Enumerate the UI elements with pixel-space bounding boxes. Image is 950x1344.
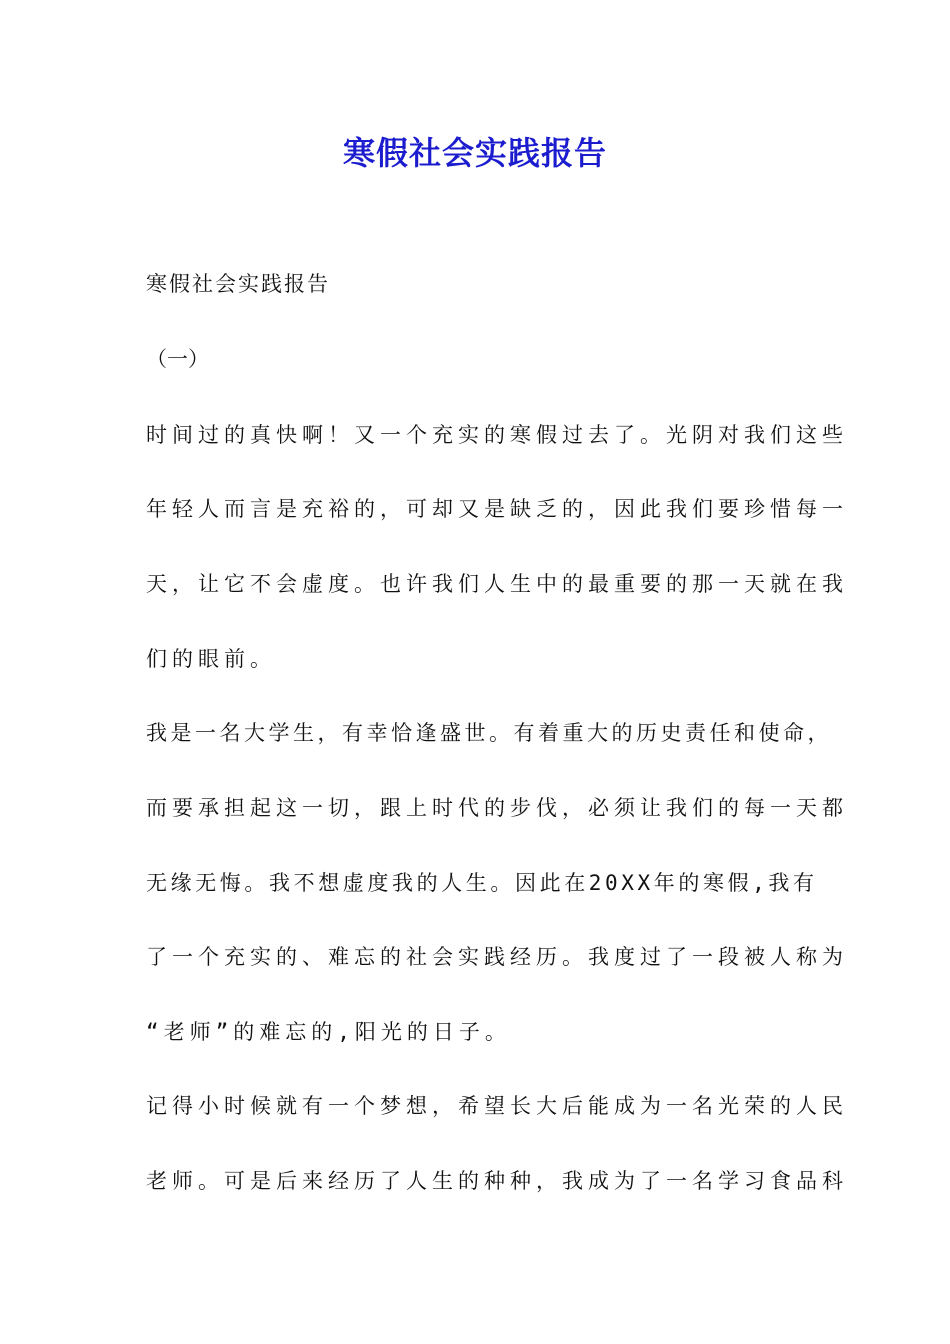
paragraph-line: 们的眼前。 [146, 647, 276, 671]
paragraph-line: 无缘无悔。我不想虚度我的人生。因此在20XX年的寒假,我有 [146, 871, 818, 895]
paragraph-line: 而要承担起这一切，跟上时代的步伐，必须让我们的每一天都 [146, 796, 848, 820]
paragraph-line: 了一个充实的、难忘的社会实践经历。我度过了一段被人称为 [146, 945, 848, 969]
paragraph-line: 老师。可是后来经历了人生的种种，我成为了一名学习食品科 [146, 1169, 848, 1193]
paragraph-line: 时间过的真快啊！又一个充实的寒假过去了。光阴对我们这些 [146, 423, 848, 447]
paragraph-line: 年轻人而言是充裕的，可却又是缺乏的，因此我们要珍惜每一 [146, 497, 848, 521]
section-marker: （一） [146, 347, 209, 371]
paragraph-line: “老师”的难忘的,阳光的日子。 [146, 1020, 511, 1044]
paragraph-line: 天，让它不会虚度。也许我们人生中的最重要的那一天就在我 [146, 572, 848, 596]
document-subtitle: 寒假社会实践报告 [146, 272, 330, 296]
paragraph-line: 我是一名大学生，有幸恰逢盛世。有着重大的历史责任和使命， [146, 721, 832, 745]
document-title: 寒假社会实践报告 [342, 134, 607, 172]
paragraph-line: 记得小时候就有一个梦想，希望长大后能成为一名光荣的人民 [146, 1094, 848, 1118]
